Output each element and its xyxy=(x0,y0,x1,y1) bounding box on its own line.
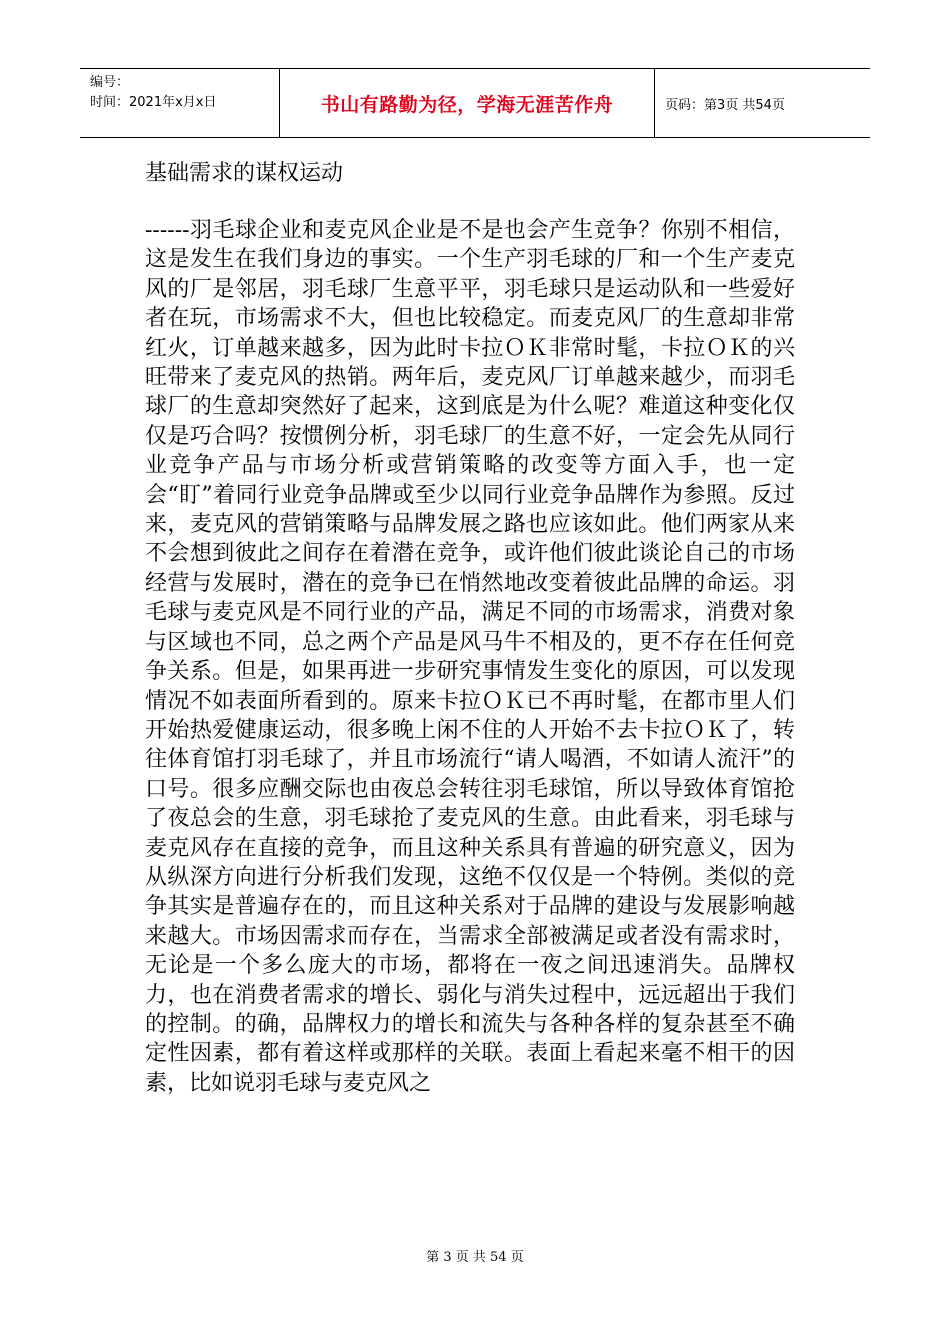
header-meta xyxy=(80,69,280,137)
document-body: ------羽毛球企业和麦克风企业是不是也会产生竞争？你别不相信，这是发生在我们身边的事实。一个生产羽毛球的厂和一个生产麦克风的厂是邻居，羽毛球厂生意平平，羽毛球只是运动队和一些爱好者在玩，市场需求不大，但也比较稳定。而麦克风厂的生意却非常红火，订单越来越多，因为此时卡拉ＯＫ非常时髦，卡拉ＯＫ的兴旺带来了麦克风的热销。两年后，麦克风厂订单越来越少，而羽毛球厂的生意却突然好了起来，这到底是为什么呢？难道这种变化仅仅是巧合吗？按惯例分析，羽毛球厂的生意不好，一定会先从同行业竞争产品与市场分析或营销策略的改变等方面入手，也一定会“盯”着同行业竞争品牌或至少以同行业竞争品牌作为参照。反过来，麦克风的营销策略与品牌发展之路也应该如此。他们两家从来不会想到彼此之间存在着潜在竞争，或许他们彼此谈论自己的市场经营与发展时，潜在的竞争已在悄然地改变着彼此品牌的命运。羽毛球与麦克风是不同行业的产品，满足不同的市场需求，消费对象与区域也不同，总之两个产品是风马牛不相及的，更不存在任何竞争关系。但是，如果再进一步研究事情发生变化的原因，可以发现情况不如表面所看到的。原来卡拉ＯＫ已不再时髦，在都市里人们开始热爱健康运动，很多晚上闲不住的人开始不去卡拉ＯＫ了，转往体育馆打羽毛球了，并且市场流行“请人喝酒，不如请人流汗”的口号。很多应酬交际也由夜总会转往羽毛球馆，所以导致体育馆抢了夜总会的生意，羽毛球抢了麦克风的生意。由此看来，羽毛球与麦克风存在直接的竞争，而且这种关系具有普遍的研究意义，因为从纵深方向进行分析我们发现，这绝不仅仅是一个特例。类似的竞争其实是普遍存在的，而且这种关系对于品牌的建设与发展影响越来越大。市场因需求而存在，当需求全部被满足或者没有需求时，无论是一个多么庞大的市场，都将在一夜之间迅速消失。品牌权力，也在消费者需求的增长、弱化与消失过程中，远远超出于我们的控制。的确，品牌权力的增长和流失与各种各样的复杂甚至不确定性因素，都有着这样或那样的关联。表面上看起来毫不相干的因素，比如说羽毛球与麦克风之 xyxy=(145,218,795,1096)
document-time-label: 时间：2021年x月x日 xyxy=(90,95,217,110)
header-page-info: 页码：第3页 共54页 xyxy=(665,97,785,113)
header-motto: 书山有路勤为径，学海无涯苦作舟 xyxy=(280,69,655,137)
page-footer: 第 3 页 共 54 页 xyxy=(426,1250,524,1265)
page-header xyxy=(80,68,870,138)
document-number-label: 编号： xyxy=(90,75,130,90)
document-title: 基础需求的谋权运动 xyxy=(145,161,344,186)
